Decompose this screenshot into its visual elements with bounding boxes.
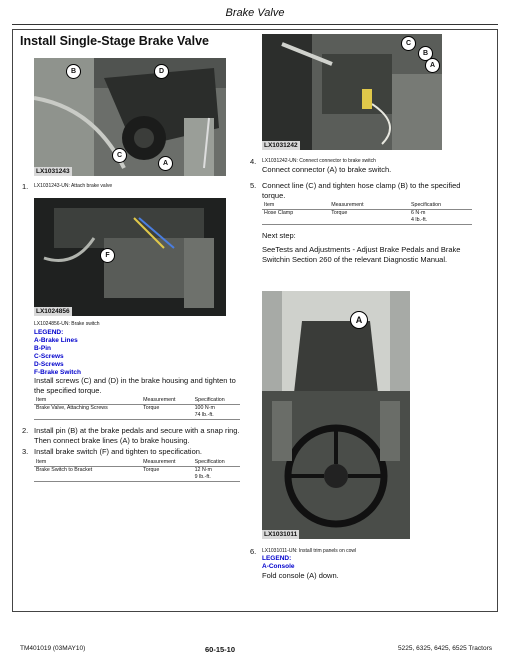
step-caption: LX1031242-UN: Connect connector to brake switch [262, 158, 376, 164]
figure-ref-1: LX1031243 [36, 168, 70, 175]
spec-item: Brake Switch to Bracket [34, 467, 141, 482]
step-2 [22, 426, 246, 446]
step-3 [22, 447, 246, 457]
next-step-text: SeeTests and Adjustments - Adjust Brake Pedals and Brake Switchin Section 260 of the relevant Diagnostic Manual. [262, 245, 461, 264]
figure-connector-photo [262, 34, 442, 150]
install-screws-text: Install screws (C) and (D) in the brake housing and tighten to the specified torque. [34, 376, 236, 395]
spec-value [193, 467, 240, 482]
spec-header: Item [34, 459, 141, 467]
legend-item: C-Screws [34, 353, 64, 360]
callout-b: B [418, 46, 433, 61]
step-1 [22, 182, 232, 190]
step-number: 4. [250, 157, 257, 166]
step-caption: LX1031243-UN: Attach brake valve [34, 183, 113, 189]
connector-illustration [262, 34, 442, 150]
spec-value-imperial: 74 lb.-ft. [194, 412, 214, 418]
figure-brake-switch-photo [34, 198, 226, 316]
spec-measurement: Torque [329, 210, 409, 225]
legend-6 [262, 555, 490, 571]
spec-measurement: Torque [141, 405, 193, 420]
spec-header: Measurement [141, 397, 193, 405]
figure-ref-3: LX1031242 [264, 142, 298, 149]
spec-item: Hose Clamp [262, 210, 329, 225]
spec-header: Measurement [329, 202, 409, 210]
callout-a: A [425, 58, 440, 73]
step-5 [250, 181, 482, 201]
step-text: Fold console (A) down. [262, 571, 339, 580]
callout-a: A [350, 311, 368, 329]
spec-header: Specification [193, 397, 240, 405]
step-number: 1. [22, 182, 29, 191]
legend-item: F-Brake Switch [34, 369, 81, 376]
legend-title: LEGEND: [262, 555, 292, 562]
callout-a: A [158, 156, 173, 171]
spec-value-metric: 12 N·m [194, 467, 212, 473]
legend-title: LEGEND: [34, 329, 64, 336]
figure-ref-4: LX1031011 [264, 531, 298, 538]
step-text: Connect line (C) and tighten hose clamp (B) to the specified torque. [262, 181, 461, 200]
spec-value-imperial: 4 lb.-ft. [410, 217, 428, 223]
step-4 [250, 157, 490, 175]
legend-item: A-Brake Lines [34, 337, 78, 344]
spec-item: Brake Valve, Attaching Screws [34, 405, 141, 420]
spec-value [193, 405, 240, 420]
callout-f: F [100, 248, 115, 263]
legend-item: B-Pin [34, 345, 51, 352]
spec-value-metric: 6 N·m [410, 210, 426, 216]
header-rule [12, 24, 498, 25]
step-text: Install brake switch (F) and tighten to specification. [34, 447, 202, 456]
spec-header: Item [262, 202, 329, 210]
figure-ref-2: LX1024856 [36, 308, 70, 315]
spec-table-3 [34, 459, 240, 482]
next-step-label: Next step: [262, 231, 296, 240]
brake-switch-illustration [34, 198, 226, 316]
spec-header: Item [34, 397, 141, 405]
spec-header: Specification [193, 459, 240, 467]
legend-item: A-Console [262, 563, 295, 570]
callout-b: B [66, 64, 81, 79]
brake-valve-illustration [34, 58, 226, 176]
legend-item: D-Screws [34, 361, 64, 368]
step-caption: LX1031011-UN: Install trim panels on cowl [262, 548, 357, 554]
legend-1 [34, 329, 234, 377]
spec-header: Measurement [141, 459, 193, 467]
spec-value [409, 210, 472, 225]
spec-value-metric: 100 N·m [194, 405, 215, 411]
callout-c: C [401, 36, 416, 51]
section-title: Install Single-Stage Brake Valve [20, 34, 209, 48]
figure-brake-valve-photo [34, 58, 226, 176]
step-6 [250, 547, 490, 581]
footer-doc-id: TM401019 (03MAY10) [20, 645, 86, 652]
step-number: 6. [250, 547, 257, 556]
callout-c: C [112, 148, 127, 163]
footer-page-number: 60-15-10 [205, 645, 236, 654]
spec-table-5 [262, 202, 472, 225]
callout-d: D [154, 64, 169, 79]
spec-header: Specification [409, 202, 472, 210]
step-text: Install pin (B) at the brake pedals and secure with a snap ring. Then connect brake lines (A) to brake housing. [34, 426, 240, 445]
figure-caption-2: LX1024856-UN: Brake switch [34, 321, 100, 327]
step-number: 5. [250, 181, 257, 190]
next-step [262, 231, 476, 265]
spec-table-1 [34, 397, 240, 420]
console-illustration [262, 291, 410, 539]
spec-measurement: Torque [141, 467, 193, 482]
spec-value-imperial: 9 lb.-ft. [194, 474, 211, 480]
step-text: Connect connector (A) to brake switch. [262, 165, 392, 174]
figure-console-photo [262, 291, 410, 539]
footer-models: 5225, 6325, 6425, 6525 Tractors [398, 645, 492, 652]
step-number: 2. [22, 426, 29, 435]
step-number: 3. [22, 447, 29, 456]
page-header-title: Brake Valve [225, 7, 285, 19]
